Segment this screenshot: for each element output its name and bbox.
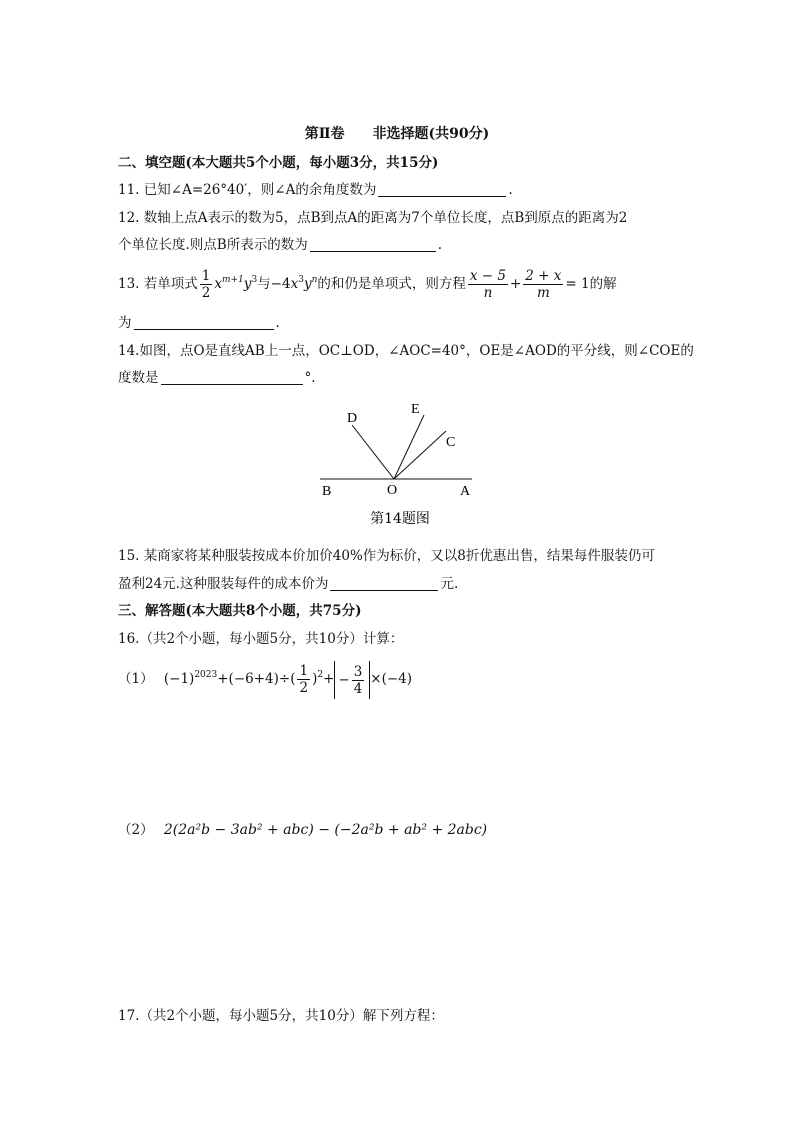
question-11 (118, 178, 513, 198)
equation-plus: + (509, 276, 522, 292)
question-15-line2 (118, 572, 458, 592)
monomial2-y: y (303, 276, 312, 292)
part1-label: （1） (118, 671, 154, 687)
question-15-end: 元. (440, 576, 459, 592)
question-15-text: 盈利24元.这种服装每件的成本价为 (118, 576, 329, 592)
question-11-text: 11. 已知∠A=26°40′，则∠A的余角度数为 (118, 182, 377, 198)
expr-term-e: ×(−4) (370, 671, 413, 687)
answer-blank-15[interactable] (330, 575, 438, 591)
question-14-line1: 14.如图，点O是直线AB上一点，OC⊥OD，∠AOC=40°，OE是∠AOD的平分线，则∠COE的 (118, 343, 694, 359)
question-14-end: °. (304, 370, 316, 386)
answer-blank-13[interactable] (134, 314, 274, 330)
label-a: A (460, 484, 471, 499)
question-13-prefix: 13. 若单项式 (118, 276, 198, 292)
part2-label: （2） (118, 822, 154, 838)
page-title: 第Ⅱ卷 非选择题(共90分) (304, 126, 490, 142)
section-heading-solutions: 三、解答题(本大题共8个小题，共75分) (118, 603, 362, 619)
question-12-text: 个单位长度.则点B所表示的数为 (118, 237, 308, 253)
expr-absolute-value: − $\frac{3}{4}$ (334, 661, 370, 699)
expr-term-a-exponent: 2023 (194, 670, 218, 680)
answer-blank-14[interactable] (161, 369, 303, 385)
monomial1-x: x (214, 276, 222, 292)
monomial2-y-exponent: n (311, 275, 318, 285)
expr-term-a: (−1) (163, 671, 195, 687)
label-b: B (322, 484, 332, 499)
expr-term-d: + (323, 671, 335, 687)
monomial1-y-exponent: 3 (251, 275, 258, 285)
equation-fraction-2: $\frac{2 + x}{m}$ (525, 268, 562, 301)
equation-fraction-1: $\frac{x - 5}{n}$ (469, 268, 506, 301)
monomial1-y: y (243, 276, 252, 292)
question-16-intro: 16.（共2个小题，每小题5分，共10分）计算： (118, 631, 404, 647)
section-heading-fill-in: 二、填空题(本大题共5个小题，每小题3分，共15分) (118, 155, 439, 171)
label-d: D (347, 411, 358, 426)
question-13-line1 (118, 260, 617, 300)
monomial1-x-exponent: m+1 (221, 275, 244, 285)
expr-fraction-half: $\frac{1}{2}$ (299, 663, 309, 696)
answer-blank-11[interactable] (378, 181, 506, 197)
question-16-part2 (118, 818, 487, 838)
figure-caption: 第14题图 (370, 511, 430, 527)
equation-rhs: = 1 (565, 276, 590, 292)
question-16-part1 (118, 653, 412, 697)
monomial2-x: x (290, 276, 299, 292)
expr-term-b: +(−6+4)÷( (217, 671, 296, 687)
question-13-middle: 的和仍是单项式，则方程 (317, 276, 466, 292)
question-13-suffix: 的解 (589, 276, 617, 292)
ray-od (352, 425, 394, 479)
question-14-line2 (118, 366, 316, 386)
monomial2-coefficient: −4 (270, 276, 291, 292)
question-13-line2-text: 为 (118, 315, 132, 331)
question-13-end: . (275, 315, 280, 331)
question-13-connector: 与 (257, 276, 271, 292)
expr-term-c-exponent: 2 (317, 670, 324, 680)
monomial2-x-exponent: 3 (298, 275, 304, 285)
ray-oc (394, 431, 446, 479)
answer-blank-12[interactable] (310, 236, 436, 252)
question-14-text: 度数是 (118, 370, 159, 386)
part2-expression: 2(2a²b − 3ab² + abc) − (−2a²b + ab² + 2abc) (163, 822, 488, 838)
question-15-line1: 15. 某商家将某种服装按成本价加价40%作为标价，又以8折优惠出售，结果每件服装仍可 (118, 548, 655, 564)
question-12-line2 (118, 233, 442, 253)
question-17-intro: 17.（共2个小题，每小题5分，共10分）解下列方程： (118, 1008, 444, 1024)
figure-14 (300, 395, 500, 530)
question-13-line2 (118, 311, 280, 331)
label-e: E (411, 402, 420, 417)
expr-term-c: ) (312, 671, 318, 687)
label-o: O (387, 483, 398, 498)
question-12-line1: 12. 数轴上点A表示的数为5，点B到点A的距离为7个单位长度，点B到原点的距离为2 (118, 210, 628, 226)
label-c: C (446, 435, 456, 450)
ray-oe (394, 415, 424, 479)
monomial1-coefficient: $\frac{1}{2}$ (201, 268, 211, 301)
question-12-end: . (437, 237, 443, 253)
question-11-end: . (508, 182, 513, 198)
